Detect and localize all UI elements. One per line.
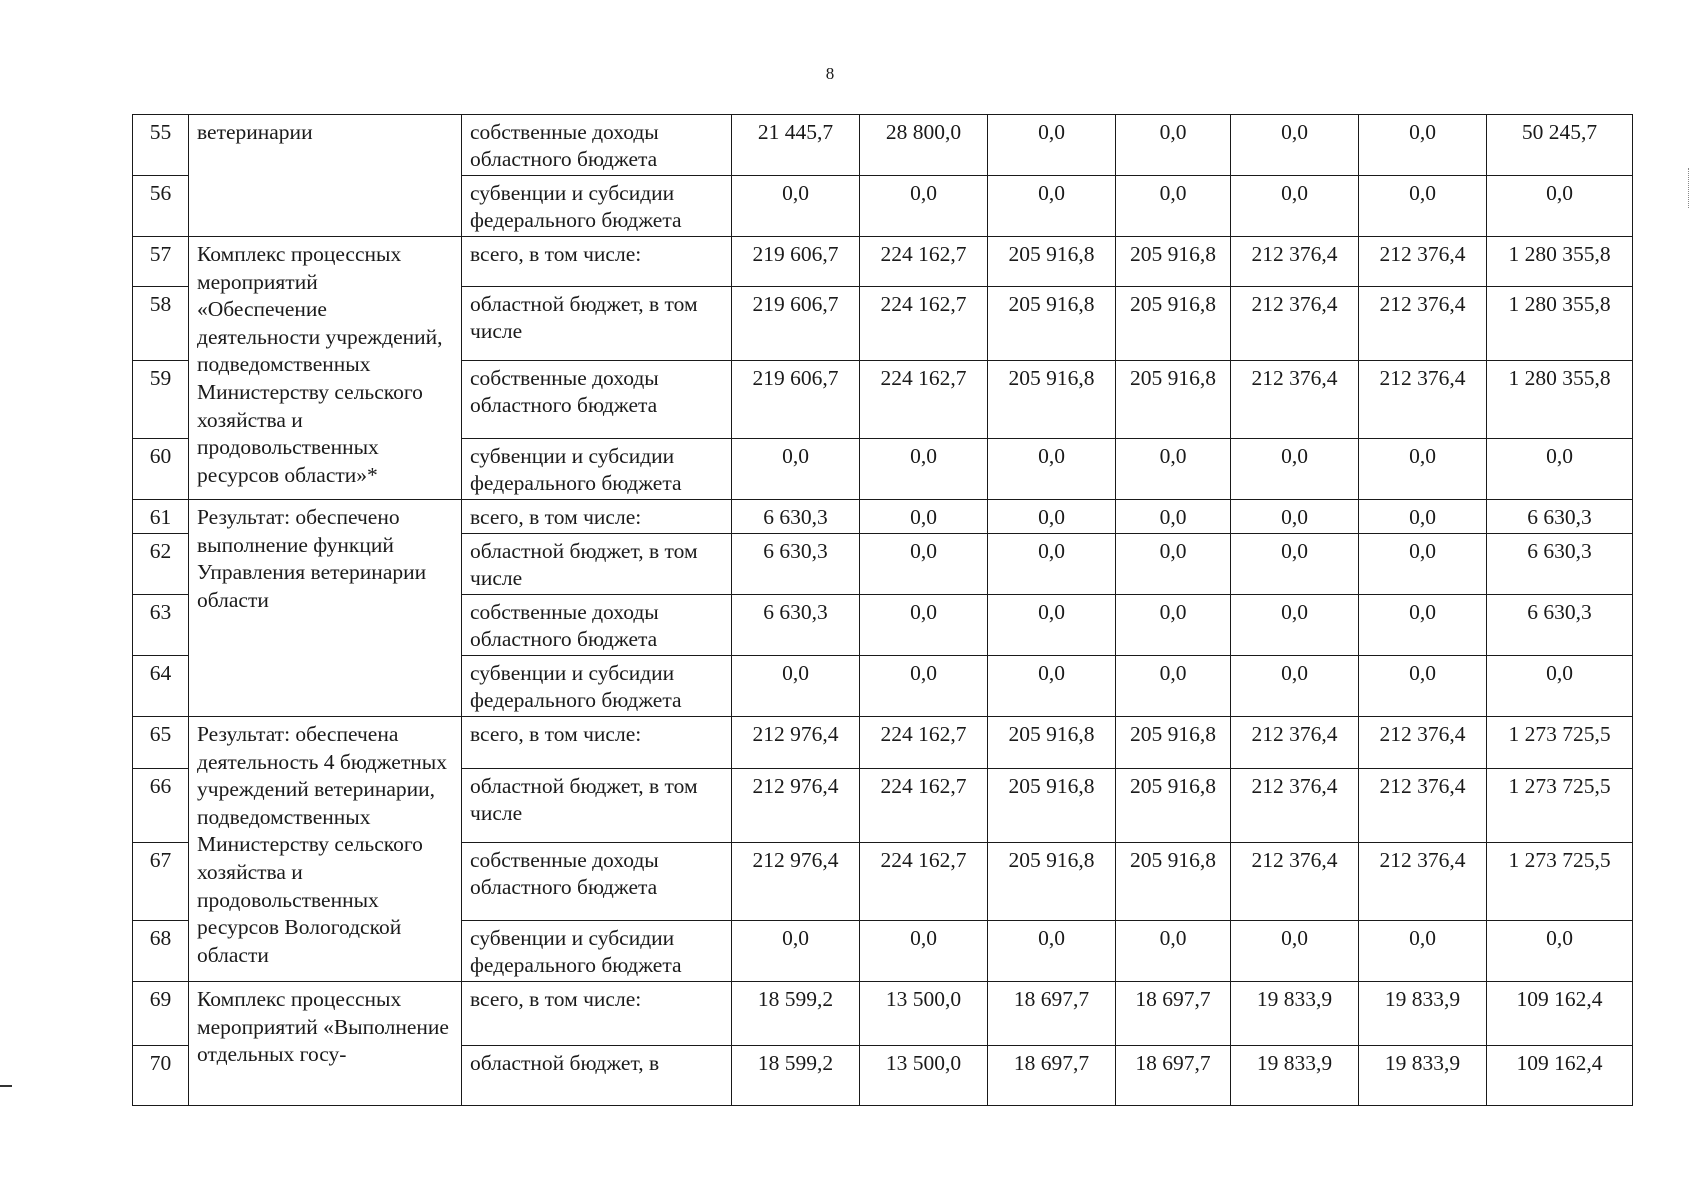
year-value: 18 697,7 [1116, 1046, 1231, 1106]
total-value: 6 630,3 [1487, 595, 1633, 656]
year-value: 19 833,9 [1359, 982, 1487, 1046]
year-value: 205 916,8 [988, 717, 1116, 769]
year-value: 0,0 [860, 500, 988, 534]
year-value: 224 162,7 [860, 843, 988, 921]
year-value: 0,0 [732, 656, 860, 717]
year-value: 0,0 [1116, 176, 1231, 237]
page-number: 8 [825, 64, 835, 83]
year-value: 0,0 [988, 921, 1116, 982]
total-value: 6 630,3 [1487, 500, 1633, 534]
funding-source: собственные доходы областного бюджета [462, 595, 732, 656]
year-value: 205 916,8 [1116, 237, 1231, 287]
year-value: 224 162,7 [860, 287, 988, 361]
year-value: 0,0 [988, 439, 1116, 500]
year-value: 205 916,8 [988, 843, 1116, 921]
year-value: 0,0 [988, 595, 1116, 656]
year-value: 212 376,4 [1359, 843, 1487, 921]
year-value: 224 162,7 [860, 361, 988, 439]
table-row [133, 115, 1633, 176]
year-value: 205 916,8 [1116, 361, 1231, 439]
year-value: 0,0 [1231, 176, 1359, 237]
year-value: 212 376,4 [1231, 361, 1359, 439]
year-value: 212 976,4 [732, 843, 860, 921]
table-row [133, 717, 1633, 769]
year-value: 205 916,8 [1116, 843, 1231, 921]
table-body [133, 115, 1633, 1106]
year-value: 212 376,4 [1359, 287, 1487, 361]
year-value: 212 376,4 [1359, 769, 1487, 843]
year-value: 21 445,7 [732, 115, 860, 176]
year-value: 224 162,7 [860, 717, 988, 769]
funding-source: областной бюджет, в [462, 1046, 732, 1106]
row-number: 68 [133, 921, 189, 982]
total-value: 50 245,7 [1487, 115, 1633, 176]
row-number: 62 [133, 534, 189, 595]
row-number: 69 [133, 982, 189, 1046]
table-row [133, 982, 1633, 1046]
year-value: 0,0 [1359, 500, 1487, 534]
year-value: 18 697,7 [1116, 982, 1231, 1046]
total-value: 0,0 [1487, 439, 1633, 500]
year-value: 6 630,3 [732, 500, 860, 534]
year-value: 18 697,7 [988, 982, 1116, 1046]
year-value: 6 630,3 [732, 595, 860, 656]
total-value: 1 280 355,8 [1487, 237, 1633, 287]
year-value: 0,0 [1231, 656, 1359, 717]
year-value: 205 916,8 [1116, 769, 1231, 843]
year-value: 0,0 [860, 921, 988, 982]
measure-name: Комплекс процессных мероприятий «Обеспечение деятельности учреждений, подведомственных Министерству сельского хозяйства и продовольственных ресурсов области»* [189, 237, 462, 500]
year-value: 0,0 [1116, 534, 1231, 595]
year-value: 0,0 [1359, 656, 1487, 717]
year-value: 0,0 [988, 500, 1116, 534]
year-value: 212 376,4 [1231, 287, 1359, 361]
year-value: 0,0 [1116, 500, 1231, 534]
year-value: 0,0 [732, 439, 860, 500]
row-number: 66 [133, 769, 189, 843]
year-value: 212 376,4 [1359, 237, 1487, 287]
total-value: 109 162,4 [1487, 1046, 1633, 1106]
year-value: 19 833,9 [1231, 1046, 1359, 1106]
year-value: 219 606,7 [732, 361, 860, 439]
total-value: 0,0 [1487, 176, 1633, 237]
year-value: 205 916,8 [1116, 287, 1231, 361]
measure-name: Результат: обеспечена деятельность 4 бюджетных учреждений ветеринарии, подведомственных Министерству сельского хозяйства и продовольственных ресурсов Вологодской области [189, 717, 462, 982]
funding-source: субвенции и субсидии федерального бюджета [462, 176, 732, 237]
total-value: 1 273 725,5 [1487, 769, 1633, 843]
funding-source: всего, в том числе: [462, 237, 732, 287]
row-number: 65 [133, 717, 189, 769]
year-value: 13 500,0 [860, 1046, 988, 1106]
funding-source: собственные доходы областного бюджета [462, 361, 732, 439]
funding-source: собственные доходы областного бюджета [462, 115, 732, 176]
year-value: 18 599,2 [732, 1046, 860, 1106]
year-value: 212 376,4 [1231, 843, 1359, 921]
year-value: 18 599,2 [732, 982, 860, 1046]
year-value: 18 697,7 [988, 1046, 1116, 1106]
year-value: 13 500,0 [860, 982, 988, 1046]
funding-source: субвенции и субсидии федерального бюджета [462, 656, 732, 717]
year-value: 0,0 [1231, 921, 1359, 982]
year-value: 6 630,3 [732, 534, 860, 595]
measure-name: ветеринарии [189, 115, 462, 237]
year-value: 0,0 [1116, 595, 1231, 656]
year-value: 0,0 [1359, 176, 1487, 237]
year-value: 0,0 [1116, 921, 1231, 982]
total-value: 1 273 725,5 [1487, 843, 1633, 921]
year-value: 0,0 [1359, 921, 1487, 982]
year-value: 0,0 [1231, 500, 1359, 534]
year-value: 212 376,4 [1231, 237, 1359, 287]
row-number: 64 [133, 656, 189, 717]
total-value: 1 280 355,8 [1487, 361, 1633, 439]
total-value: 1 273 725,5 [1487, 717, 1633, 769]
year-value: 219 606,7 [732, 287, 860, 361]
year-value: 0,0 [1231, 115, 1359, 176]
row-number: 58 [133, 287, 189, 361]
year-value: 19 833,9 [1231, 982, 1359, 1046]
year-value: 205 916,8 [1116, 717, 1231, 769]
year-value: 205 916,8 [988, 361, 1116, 439]
budget-table [132, 114, 1633, 1106]
measure-name: Результат: обеспечено выполнение функций Управления ветеринарии области [189, 500, 462, 717]
row-number: 67 [133, 843, 189, 921]
total-value: 6 630,3 [1487, 534, 1633, 595]
measure-name: Комплекс процессных мероприятий «Выполнение отдельных госу- [189, 982, 462, 1106]
year-value: 0,0 [988, 176, 1116, 237]
year-value: 0,0 [1359, 115, 1487, 176]
funding-source: субвенции и субсидии федерального бюджета [462, 921, 732, 982]
total-value: 1 280 355,8 [1487, 287, 1633, 361]
year-value: 205 916,8 [988, 237, 1116, 287]
year-value: 212 976,4 [732, 769, 860, 843]
scan-edge-mark [1688, 168, 1691, 208]
year-value: 0,0 [1116, 439, 1231, 500]
year-value: 0,0 [860, 656, 988, 717]
year-value: 0,0 [1359, 534, 1487, 595]
year-value: 0,0 [988, 534, 1116, 595]
total-value: 0,0 [1487, 921, 1633, 982]
year-value: 28 800,0 [860, 115, 988, 176]
year-value: 205 916,8 [988, 287, 1116, 361]
year-value: 0,0 [1116, 115, 1231, 176]
total-value: 109 162,4 [1487, 982, 1633, 1046]
year-value: 0,0 [1359, 595, 1487, 656]
year-value: 0,0 [860, 534, 988, 595]
funding-source: всего, в том числе: [462, 982, 732, 1046]
year-value: 0,0 [860, 595, 988, 656]
row-number: 63 [133, 595, 189, 656]
table-row [133, 237, 1633, 287]
year-value: 212 376,4 [1359, 361, 1487, 439]
row-number: 56 [133, 176, 189, 237]
year-value: 0,0 [1231, 534, 1359, 595]
year-value: 0,0 [988, 656, 1116, 717]
year-value: 0,0 [1116, 656, 1231, 717]
row-number: 57 [133, 237, 189, 287]
year-value: 0,0 [732, 176, 860, 237]
funding-source: собственные доходы областного бюджета [462, 843, 732, 921]
funding-source: областной бюджет, в том числе [462, 769, 732, 843]
year-value: 224 162,7 [860, 769, 988, 843]
row-number: 59 [133, 361, 189, 439]
year-value: 205 916,8 [988, 769, 1116, 843]
year-value: 0,0 [860, 439, 988, 500]
year-value: 0,0 [732, 921, 860, 982]
row-number: 60 [133, 439, 189, 500]
total-value: 0,0 [1487, 656, 1633, 717]
year-value: 219 606,7 [732, 237, 860, 287]
funding-source: субвенции и субсидии федерального бюджета [462, 439, 732, 500]
year-value: 19 833,9 [1359, 1046, 1487, 1106]
year-value: 212 976,4 [732, 717, 860, 769]
funding-source: всего, в том числе: [462, 500, 732, 534]
year-value: 224 162,7 [860, 237, 988, 287]
year-value: 0,0 [1359, 439, 1487, 500]
funding-source: областной бюджет, в том числе [462, 287, 732, 361]
year-value: 0,0 [860, 176, 988, 237]
row-number: 55 [133, 115, 189, 176]
funding-source: всего, в том числе: [462, 717, 732, 769]
table-row [133, 500, 1633, 534]
row-number: 70 [133, 1046, 189, 1106]
year-value: 0,0 [1231, 439, 1359, 500]
row-number: 61 [133, 500, 189, 534]
scan-edge-mark [0, 1085, 12, 1087]
year-value: 212 376,4 [1359, 717, 1487, 769]
year-value: 212 376,4 [1231, 769, 1359, 843]
year-value: 0,0 [988, 115, 1116, 176]
year-value: 0,0 [1231, 595, 1359, 656]
funding-source: областной бюджет, в том числе [462, 534, 732, 595]
year-value: 212 376,4 [1231, 717, 1359, 769]
